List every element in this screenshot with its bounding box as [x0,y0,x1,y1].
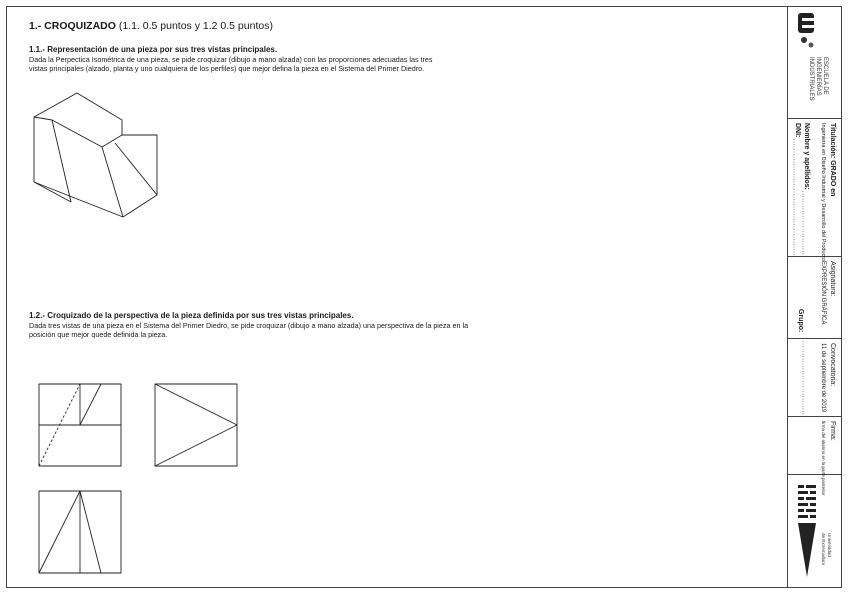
exercise-2-title: 1.2.- Croquizado de la perspectiva de la pieza definida por sus tres vistas principales. [29,311,354,320]
university-line2: de Extremadura [821,533,827,566]
call-row [788,339,841,417]
signature-note: firma del alumno en la parte posterior [821,421,827,496]
exercise-2-text-line1: Dada tres vistas de una pieza en el Sistema del Primer Diedro, se pide croquizar (dibujo a mano alzada) una perspectiva de la pieza en la [29,321,469,330]
university-line1: Universidad [827,533,832,557]
title-block [787,7,841,587]
student-info-row [788,119,841,261]
technical-drawings [7,7,787,589]
exercise-1-text-line1: Dada la Perpectica Isométrica de una pieza, se pide croquizar (dibujo a mano alzada) con las proporciones adecuadas las tres [29,55,433,64]
view-top [39,491,121,573]
isometric-piece [34,93,157,217]
subject-block [819,261,836,324]
name-fill-lines [788,119,842,257]
school-logo-row [788,7,841,119]
exam-sheet [6,6,842,588]
call-fill-lines [788,339,842,417]
school-line1: ESCUELA DE [822,57,828,95]
school-name [807,57,828,101]
section-title-points: (1.1. 0.5 puntos y 1.2 0.5 puntos) [118,20,273,32]
school-line2: INGENIERÍAS [815,57,821,96]
subject-label: Asignatura: [829,261,836,297]
call-value: 11 de septiembre de 2019 [820,343,827,413]
degree-label: Titulación: GRADO en [829,123,836,197]
subject-value: EXPRESIÓN GRÁFICA [820,261,827,325]
subject-row [788,257,841,339]
group-block [796,309,805,332]
section-title-text: 1.- CROQUIZADO [29,20,116,32]
exercise-1-text-line2: vistas principales (alzado, planta y uno cualquiera de los perfiles) que mejor defina la pieza en el Sistema del Primer Diedro. [29,64,425,73]
signature-row [788,417,841,496]
school-line3: INDUSTRIALES [808,57,814,101]
university-name [821,533,832,565]
university-logo-icon [788,475,842,589]
view-front [39,384,121,466]
exam-content [7,7,787,587]
exercise-2-text-line2: posición que mejor quede definida la pieza. [29,330,168,339]
degree-value: Ingeniería en Diseño Industrial y Desarrollo del Producto [820,123,827,261]
call-label: Convocatoria: [829,343,836,387]
view-side [155,384,237,466]
dni-label: DNI: [794,123,802,138]
group-label: Grupo: [797,309,804,333]
exercise-1-title: 1.1.- Representación de una pieza por sus tres vistas principales. [29,45,278,54]
university-row [788,475,841,589]
signature-label: Firma: [829,421,836,441]
name-label: Nombre y apellidos: [803,123,810,190]
